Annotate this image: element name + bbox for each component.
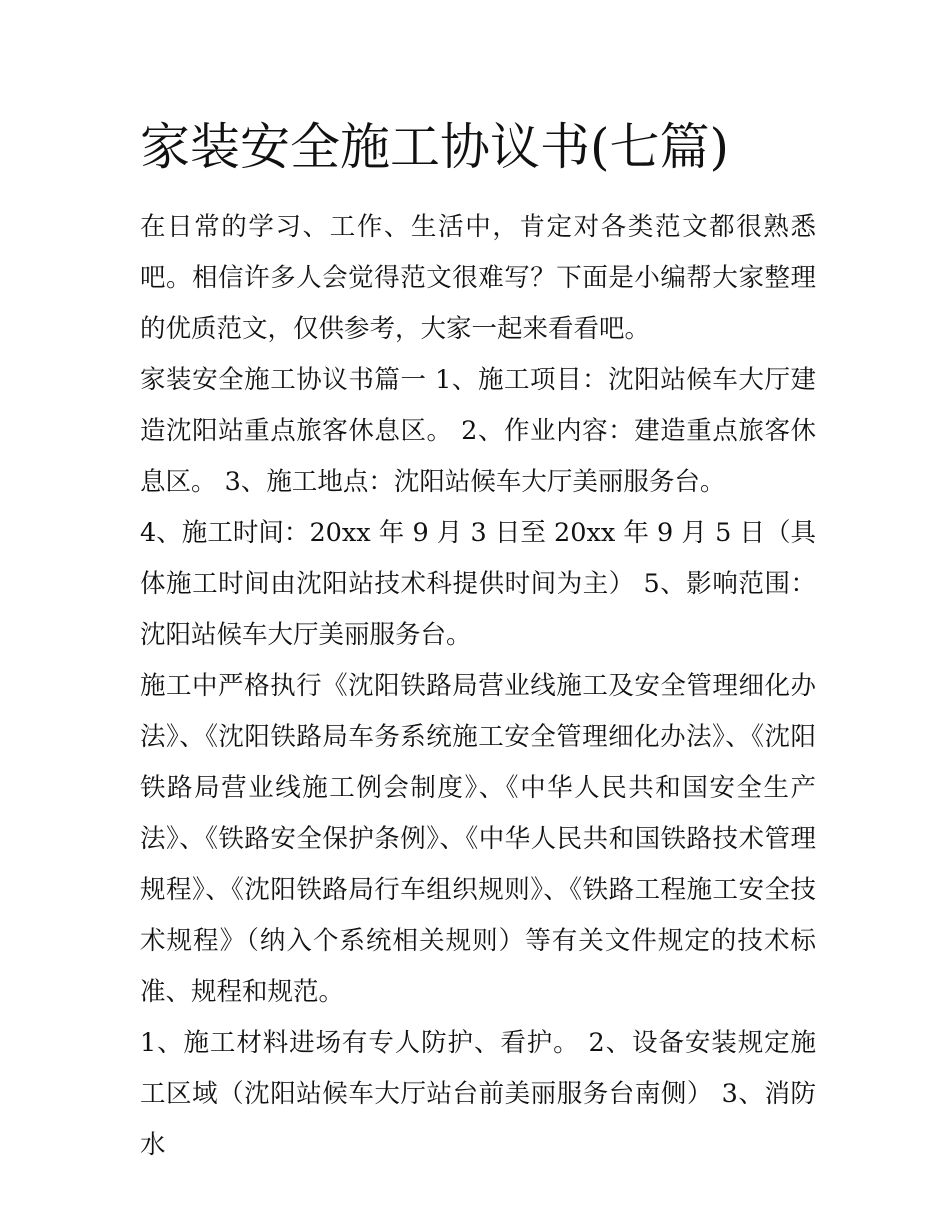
- document-page: [140, 112, 816, 1171]
- document-title: 家装安全施工协议书(七篇): [140, 118, 730, 176]
- paragraph-schedule: 4、施工时间：20xx 年 9 月 3 日至 20xx 年 9 月 5 日（具体施工时间由沈阳站技术科提供时间为主） 5、影响范围：沈阳站候车大厅美丽服务台。: [140, 518, 816, 650]
- paragraph-intro: 在日常的学习、工作、生活中，肯定对各类范文都很熟悉吧。相信许多人会觉得范文很难写？下面是小编帮大家整理的优质范文，仅供参考，大家一起来看看吧。: [140, 212, 816, 344]
- paragraph-regulations: 施工中严格执行《沈阳铁路局营业线施工及安全管理细化办法》、《沈阳铁路局车务系统施工安全管理细化办法》、《沈阳铁路局营业线施工例会制度》、《中华人民共和国安全生产法》、《铁路安全保护条例》、《中华人民共和国铁路技术管理规程》、《沈阳铁路局行车组织规则》、《铁路工程施工安全技术规程》（纳入个系统相关规则）等有关文件规定的技术标准、规程和规范。: [140, 671, 816, 1007]
- paragraph-materials: 1、施工材料进场有专人防护、看护。 2、设备安装规定施工区域（沈阳站候车大厅站台前美丽服务台南侧） 3、消防水: [140, 1028, 816, 1160]
- paragraph-project: 家装安全施工协议书篇一 1、施工项目：沈阳站候车大厅建造沈阳站重点旅客休息区。 2、作业内容：建造重点旅客休息区。 3、施工地点：沈阳站候车大厅美丽服务台。: [140, 365, 816, 497]
